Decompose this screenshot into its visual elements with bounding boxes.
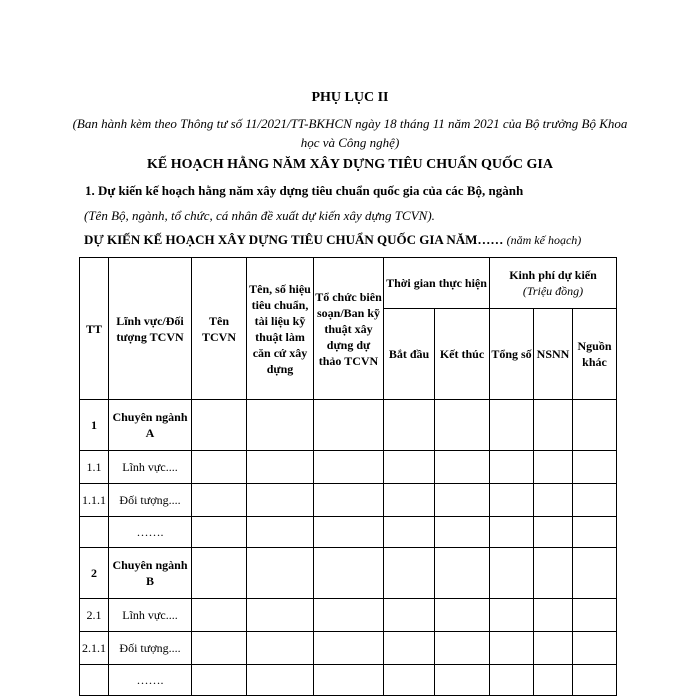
- table-row: [80, 517, 617, 548]
- table-row: [80, 665, 617, 696]
- table-row: [80, 548, 617, 599]
- plan-title: KẾ HOẠCH HẰNG NĂM XÂY DỰNG TIÊU CHUẨN QUỐC GIA: [147, 157, 553, 172]
- plan-year-text: DỰ KIẾN KẾ HOẠCH XÂY DỰNG TIÊU CHUẨN QUỐC GIA NĂM……: [84, 232, 504, 247]
- appendix-title: PHỤ LỤC II: [311, 90, 389, 105]
- row-tt: 2: [80, 548, 109, 599]
- issuance-note: (Ban hành kèm theo Thông tư số 11/2021/TT-BKHCN ngày 18 tháng 11 năm 2021 của Bộ trưởng Bộ Khoa học và Công nghệ): [72, 116, 628, 150]
- header-end: Kết thúc: [435, 309, 490, 400]
- header-field: Lĩnh vực/Đối tượng TCVN: [109, 258, 192, 400]
- table-row: [80, 599, 617, 632]
- header-start: Bắt đầu: [384, 309, 435, 400]
- header-name: Tên TCVN: [192, 258, 247, 400]
- row-field: Đối tượng....: [109, 484, 192, 517]
- row-tt: 1.1.1: [80, 484, 109, 517]
- section-heading: 1. Dự kiến kế hoạch hằng năm xây dựng tiêu chuẩn quốc gia của các Bộ, ngành: [85, 183, 524, 198]
- proposer-note: (Tên Bộ, ngành, tổ chức, cá nhân đề xuất dự kiến xây dựng TCVN).: [84, 208, 435, 223]
- plan-year-note: (năm kế hoạch): [506, 233, 582, 247]
- row-tt: 2.1: [80, 599, 109, 632]
- row-tt: 1.1: [80, 451, 109, 484]
- row-field: Lĩnh vực....: [109, 599, 192, 632]
- header-tt: TT: [80, 258, 109, 400]
- table-row: [80, 451, 617, 484]
- row-field: …….: [109, 665, 192, 696]
- header-time: Thời gian thực hiện: [384, 258, 490, 309]
- row-field: Chuyên ngành A: [109, 400, 192, 451]
- row-tt: 1: [80, 400, 109, 451]
- row-field: …….: [109, 517, 192, 548]
- table-row: [80, 484, 617, 517]
- header-budget-label: Kinh phí dự kiến: [509, 268, 597, 282]
- header-basis: Tên, số hiệu tiêu chuẩn, tài liệu kỹ thuật làm căn cứ xây dựng: [247, 258, 314, 400]
- plan-year-heading: [84, 232, 581, 248]
- header-nsnn: NSNN: [534, 309, 573, 400]
- header-other: Nguồn khác: [573, 309, 617, 400]
- header-budget-unit: (Triệu đồng): [522, 284, 584, 298]
- row-tt: [80, 665, 109, 696]
- row-field: Chuyên ngành B: [109, 548, 192, 599]
- row-field: Lĩnh vực....: [109, 451, 192, 484]
- row-field: Đối tượng....: [109, 632, 192, 665]
- table-row: [80, 400, 617, 451]
- row-tt: 2.1.1: [80, 632, 109, 665]
- standards-plan-table: [79, 257, 617, 696]
- row-tt: [80, 517, 109, 548]
- header-budget: [490, 258, 617, 309]
- header-total: Tổng số: [490, 309, 534, 400]
- table-row: [80, 632, 617, 665]
- header-org: Tổ chức biên soạn/Ban kỹ thuật xây dựng dự thảo TCVN: [314, 258, 384, 400]
